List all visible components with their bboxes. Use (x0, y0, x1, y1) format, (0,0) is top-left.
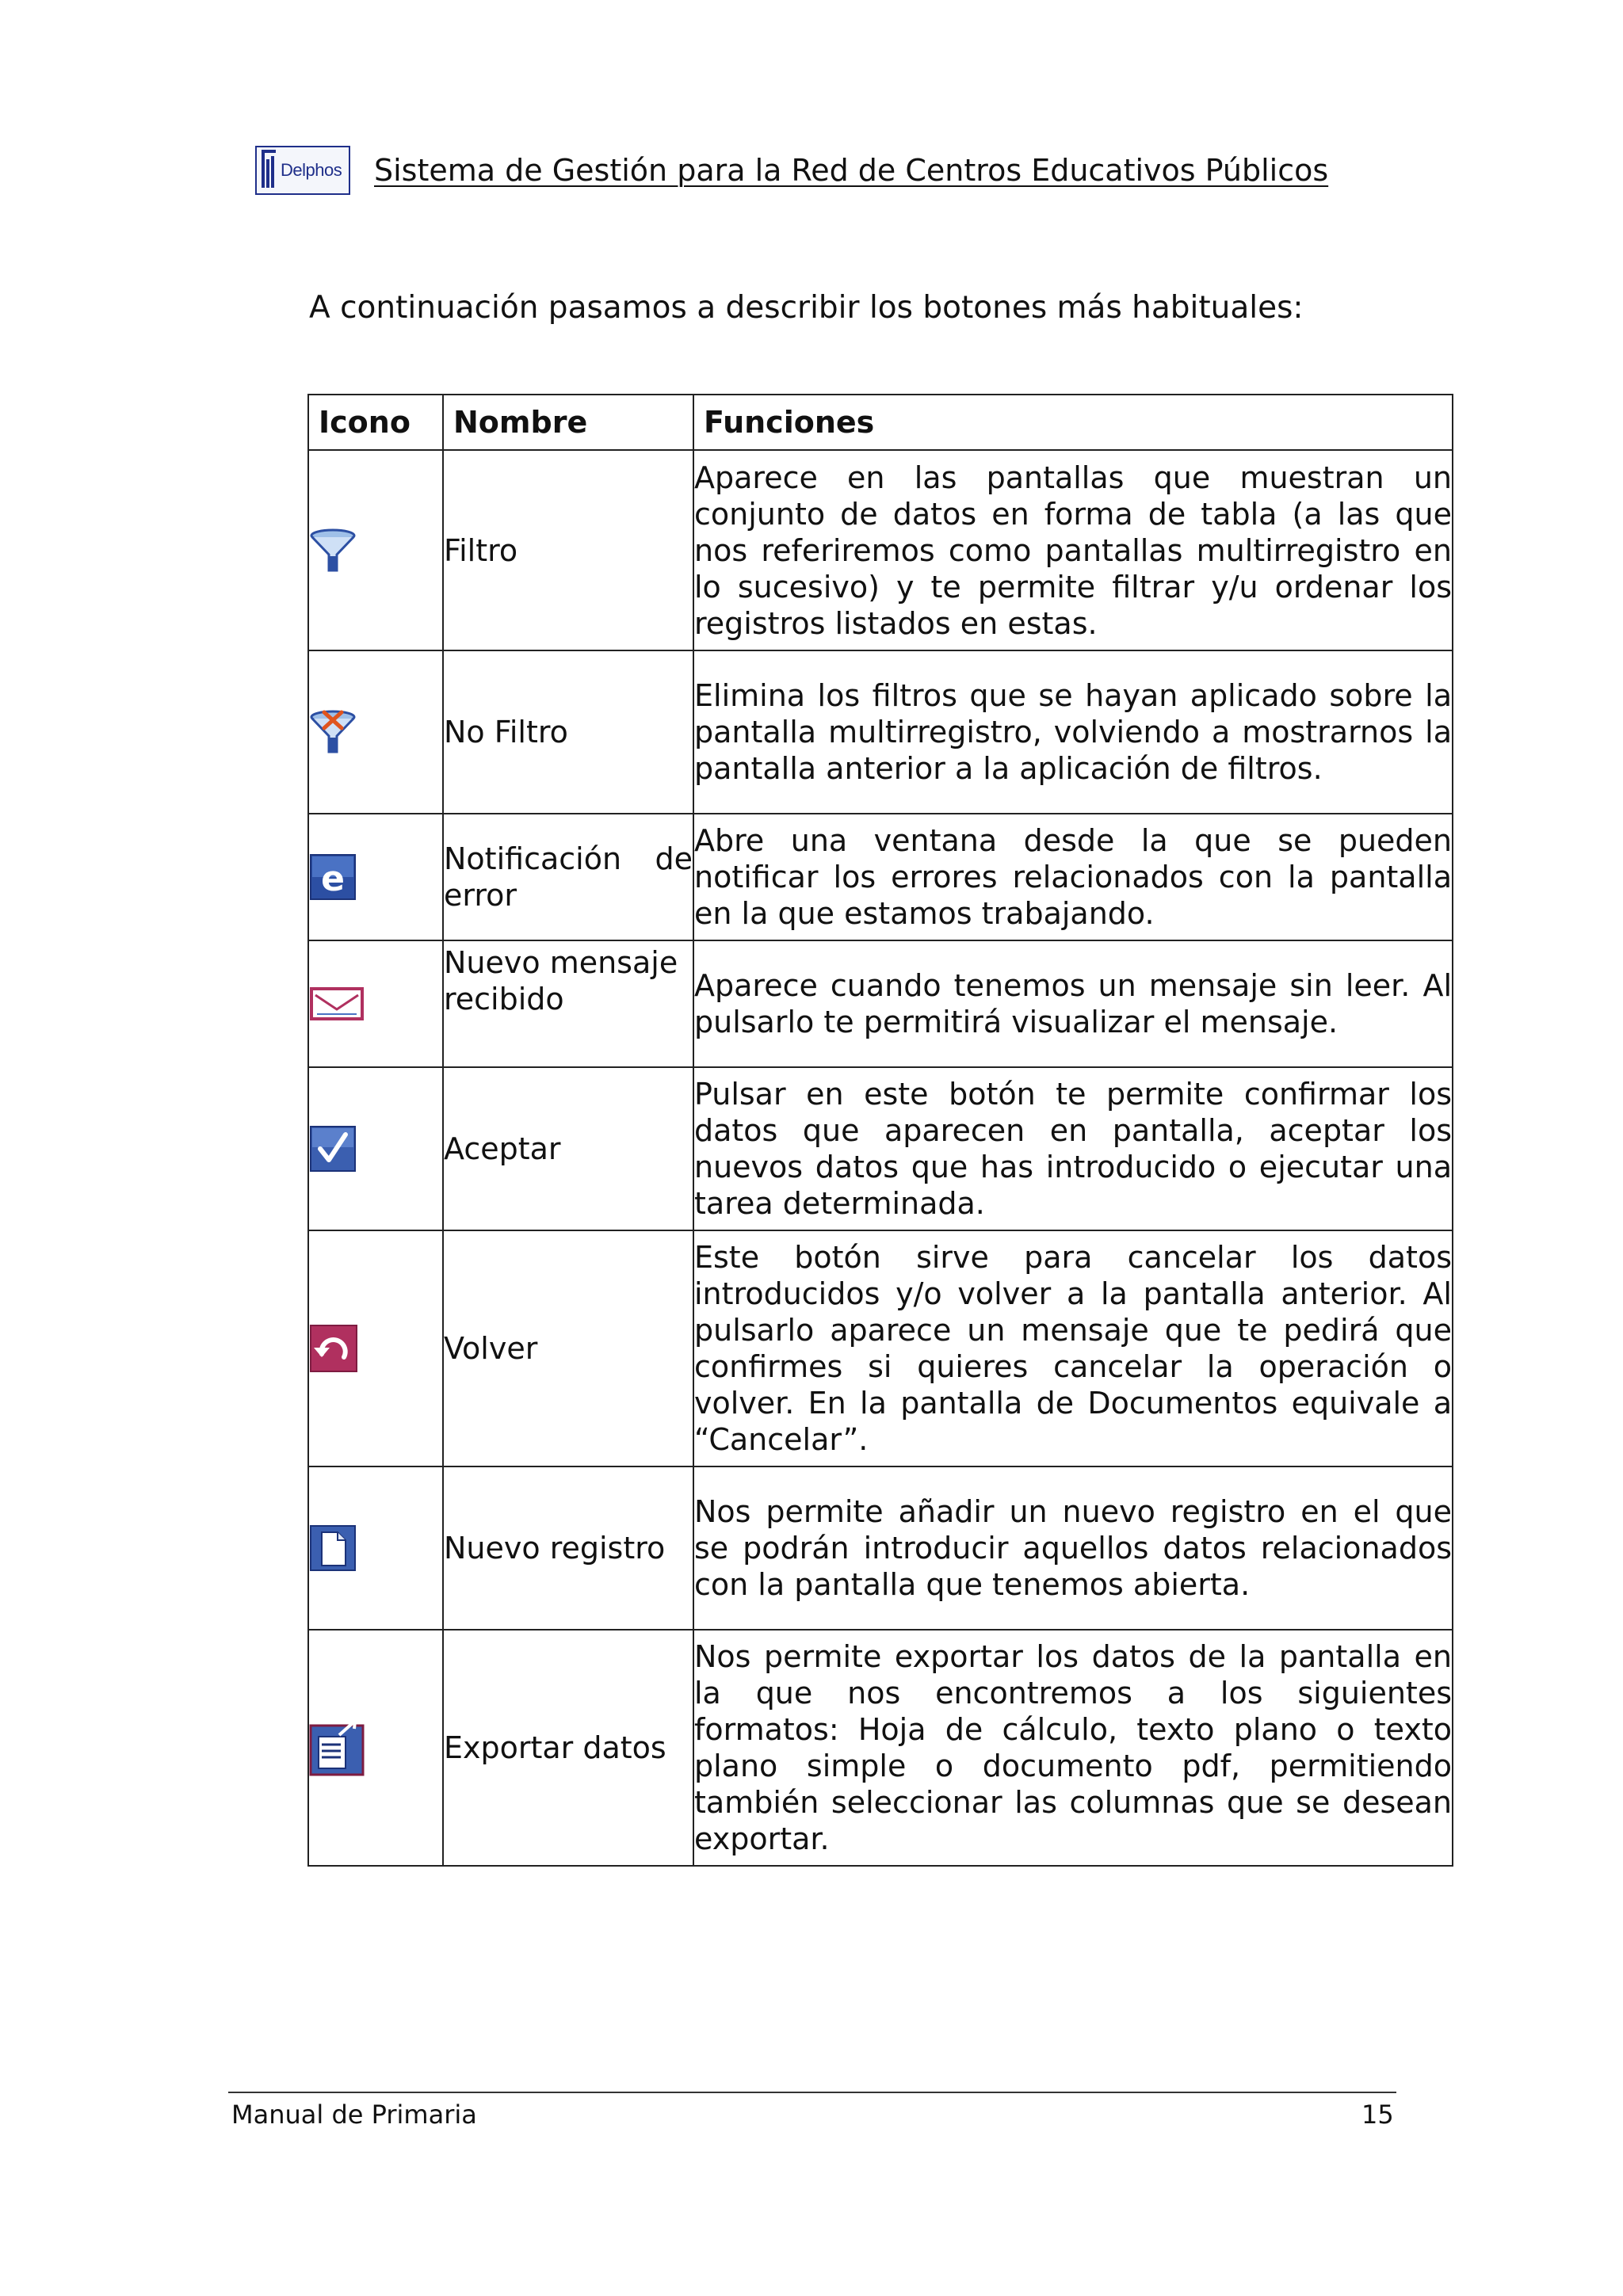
logo-text: Delphos (281, 160, 342, 180)
table-row (308, 1630, 1453, 1866)
export-data-icon[interactable] (309, 1719, 366, 1776)
icon-cell (308, 1230, 443, 1466)
table-row (308, 1230, 1453, 1466)
button-description: Pulsar en este botón te permite confirmar los datos que aparecen en pantalla, aceptar los nuevos datos que has introducido o ejecutar una tarea determinada. (693, 1067, 1453, 1230)
table-row (308, 814, 1453, 940)
button-name: Aceptar (443, 1067, 693, 1230)
error-report-icon[interactable] (309, 853, 357, 901)
icon-cell (308, 650, 443, 814)
delphos-logo (255, 146, 350, 195)
undo-arrow-icon[interactable] (309, 1324, 358, 1373)
header-icon: Icono (308, 395, 443, 450)
button-description: Nos permite añadir un nuevo registro en el que se podrán introducir aquellos datos relacionados con la pantalla que tenemos abierta. (693, 1466, 1453, 1630)
footer-divider (228, 2092, 1396, 2093)
table-row (308, 940, 1453, 1067)
button-description: Nos permite exportar los datos de la pantalla en la que nos encontremos a los siguientes formatos: Hoja de cálculo, texto plano o texto plano simple o documento pdf, permitiendo también seleccionar las columnas que se desean exportar. (693, 1630, 1453, 1866)
button-description: Este botón sirve para cancelar los datos introducidos y/o volver a la pantalla anterior. Al pulsarlo aparece un mensaje que te pedirá que confirmes si quieres cancelar la operación o volver. En la pantalla de Documentos equivale a “Cancelar”. (693, 1230, 1453, 1466)
button-name: Filtro (443, 450, 693, 650)
icon-cell (308, 1466, 443, 1630)
table-row (308, 1466, 1453, 1630)
no-filter-funnel-icon[interactable] (309, 709, 357, 755)
button-name: Notificación de error (443, 814, 693, 940)
button-name: Nuevo registro (443, 1466, 693, 1630)
new-document-icon[interactable] (309, 1524, 357, 1572)
buttons-table (307, 394, 1453, 1867)
button-description: Aparece cuando tenemos un mensaje sin leer. Al pulsarlo te permitirá visualizar el mensaje. (693, 940, 1453, 1067)
button-name: Nuevo mensaje recibido (443, 940, 693, 1067)
envelope-icon[interactable] (309, 986, 365, 1022)
table-row (308, 450, 1453, 650)
table-row (308, 1067, 1453, 1230)
table-header-row (308, 395, 1453, 450)
intro-text: A continuación pasamos a describir los botones más habituales: (309, 290, 1304, 326)
button-name: No Filtro (443, 650, 693, 814)
header-title: Sistema de Gestión para la Red de Centros Educativos Públicos (374, 153, 1329, 188)
icon-cell (308, 450, 443, 650)
icon-cell (308, 1067, 443, 1230)
page-header (255, 144, 1328, 196)
header-name: Nombre (443, 395, 693, 450)
table-row (308, 650, 1453, 814)
filter-funnel-icon[interactable] (309, 528, 357, 574)
button-name: Exportar datos (443, 1630, 693, 1866)
button-name: Volver (443, 1230, 693, 1466)
footer-manual-title: Manual de Primaria (231, 2100, 477, 2130)
header-functions: Funciones (693, 395, 1453, 450)
button-description: Aparece en las pantallas que muestran un conjunto de datos en forma de tabla (a las que nos referiremos como pantallas multirregistro en lo sucesivo) y te permite filtrar y/u ordenar los registros listados en estas. (693, 450, 1453, 650)
icon-cell (308, 940, 443, 1067)
button-description: Abre una ventana desde la que se pueden notificar los errores relacionados con la pantalla en la que estamos trabajando. (693, 814, 1453, 940)
checkmark-icon[interactable] (309, 1125, 357, 1173)
svg-text:e: e (321, 859, 345, 899)
icon-cell (308, 1630, 443, 1866)
logo-columns-icon (262, 153, 277, 188)
button-description: Elimina los filtros que se hayan aplicado sobre la pantalla multirregistro, volviendo a mostrarnos la pantalla anterior a la aplicación de filtros. (693, 650, 1453, 814)
page-number: 15 (1361, 2100, 1394, 2130)
icon-cell (308, 814, 443, 940)
